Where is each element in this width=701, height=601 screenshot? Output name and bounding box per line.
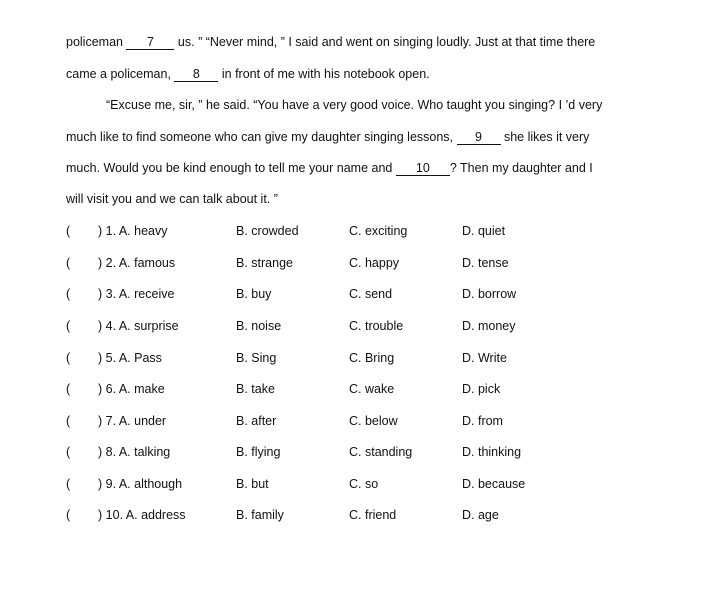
blank-9: 9	[457, 130, 501, 145]
passage-text: will visit you and we can talk about it. ”	[66, 192, 278, 206]
question-stem: ) 5. A. Pass	[98, 351, 162, 365]
option-c: C. send	[349, 287, 393, 301]
answer-paren[interactable]: (	[66, 445, 71, 459]
answer-paren[interactable]: (	[66, 477, 71, 491]
answer-paren[interactable]: (	[66, 256, 71, 270]
option-d: D. thinking	[462, 445, 522, 459]
answer-paren[interactable]: (	[66, 382, 71, 396]
blank-8: 8	[174, 67, 218, 82]
question-row	[66, 507, 666, 523]
question-stem: ) 8. A. talking	[98, 445, 171, 459]
passage-text: policeman	[66, 35, 127, 49]
blank-7: 7	[126, 35, 174, 50]
option-c: C. wake	[349, 382, 395, 396]
option-d: D. age	[462, 508, 499, 522]
question-stem: ) 9. A. although	[98, 477, 183, 491]
answer-paren[interactable]: (	[66, 508, 71, 522]
passage-text: ? Then my daughter and I	[449, 161, 593, 175]
question-row	[66, 381, 666, 397]
option-d: D. because	[462, 477, 526, 491]
passage-line-5	[66, 160, 593, 176]
question-stem: ) 3. A. receive	[98, 287, 175, 301]
option-d: D. Write	[462, 351, 507, 365]
passage-text: much. Would you be kind enough to tell me your name and	[66, 161, 396, 175]
question-row	[66, 350, 666, 366]
option-b: B. take	[236, 382, 275, 396]
option-d: D. money	[462, 319, 516, 333]
passage-line-3	[106, 97, 602, 113]
question-row	[66, 223, 666, 239]
answer-paren[interactable]: (	[66, 287, 71, 301]
option-c: C. trouble	[349, 319, 404, 333]
question-stem: ) 6. A. make	[98, 382, 165, 396]
question-row	[66, 444, 666, 460]
option-c: C. Bring	[349, 351, 395, 365]
question-stem: ) 4. A. surprise	[98, 319, 179, 333]
blank-10: 10	[396, 161, 450, 176]
option-b: B. family	[236, 508, 284, 522]
option-b: B. Sing	[236, 351, 277, 365]
question-stem: ) 10. A. address	[98, 508, 186, 522]
question-row	[66, 476, 666, 492]
passage-line-2	[66, 66, 430, 82]
question-row	[66, 413, 666, 429]
question-stem: ) 2. A. famous	[98, 256, 176, 270]
question-row	[66, 318, 666, 334]
option-b: B. after	[236, 414, 277, 428]
option-d: D. borrow	[462, 287, 517, 301]
passage-line-1	[66, 34, 595, 50]
passage-text: came a policeman,	[66, 67, 175, 81]
passage-line-6	[66, 191, 278, 207]
option-b: B. buy	[236, 287, 272, 301]
option-c: C. friend	[349, 508, 397, 522]
answer-paren[interactable]: (	[66, 351, 71, 365]
option-d: D. pick	[462, 382, 501, 396]
question-stem: ) 7. A. under	[98, 414, 167, 428]
option-c: C. standing	[349, 445, 413, 459]
passage-text: us. ” “Never mind, ” I said and went on singing loudly. Just at that time there	[174, 35, 596, 49]
option-b: B. crowded	[236, 224, 299, 238]
answer-paren[interactable]: (	[66, 319, 71, 333]
passage-text: much like to find someone who can give my daughter singing lessons,	[66, 130, 457, 144]
option-c: C. below	[349, 414, 398, 428]
answer-paren[interactable]: (	[66, 224, 71, 238]
option-d: D. from	[462, 414, 503, 428]
passage-text: “Excuse me, sir, ” he said. “You have a very good voice. Who taught you singing? I ’d very	[106, 98, 603, 112]
option-c: C. exciting	[349, 224, 408, 238]
answer-paren[interactable]: (	[66, 414, 71, 428]
question-stem: ) 1. A. heavy	[98, 224, 168, 238]
option-b: B. noise	[236, 319, 282, 333]
question-row	[66, 255, 666, 271]
question-row	[66, 286, 666, 302]
option-b: B. strange	[236, 256, 293, 270]
option-b: B. but	[236, 477, 269, 491]
passage-line-4	[66, 129, 589, 145]
option-d: D. tense	[462, 256, 509, 270]
passage-text: she likes it very	[500, 130, 590, 144]
passage-text: in front of me with his notebook open.	[218, 67, 430, 81]
option-b: B. flying	[236, 445, 281, 459]
option-d: D. quiet	[462, 224, 506, 238]
option-c: C. happy	[349, 256, 400, 270]
option-c: C. so	[349, 477, 379, 491]
